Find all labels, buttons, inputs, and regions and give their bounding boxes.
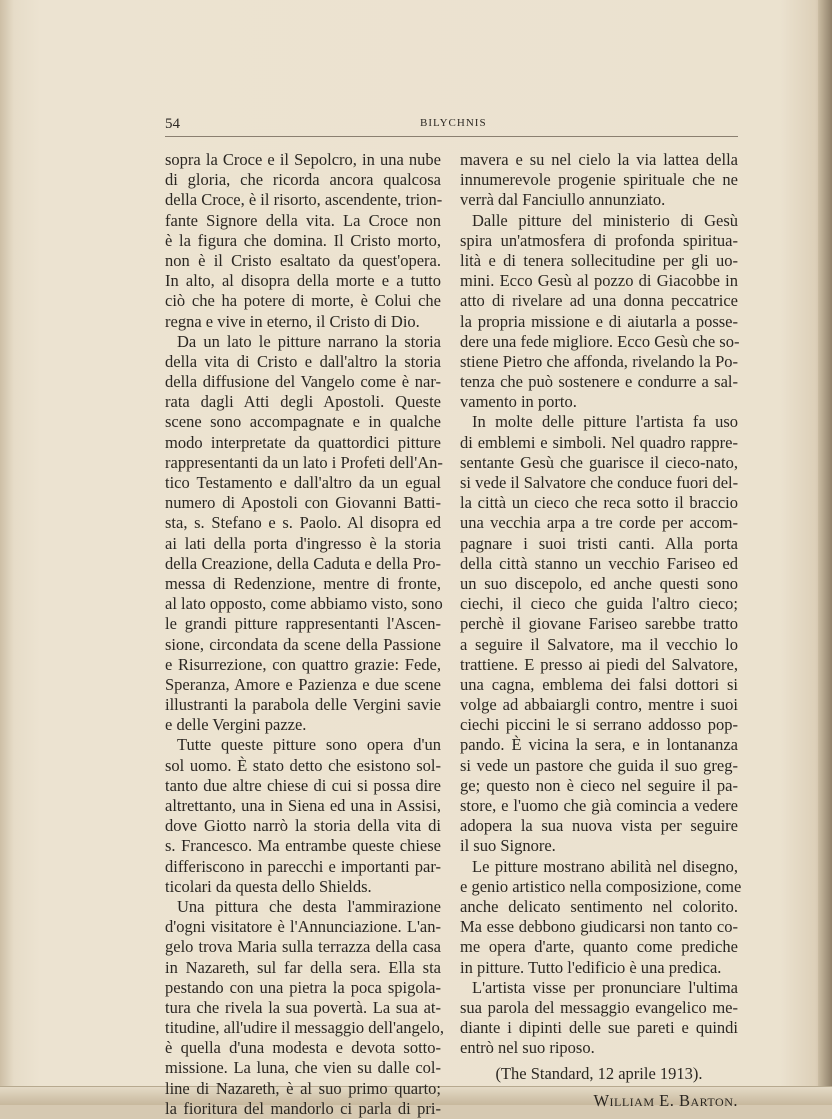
text-line: s. Francesco. Ma entrambe queste chiese bbox=[165, 836, 441, 856]
text-line: innumerevole progenie spirituale che ne bbox=[460, 170, 738, 190]
text-line: rappresentanti da un lato i Profeti dell'An- bbox=[165, 452, 443, 472]
text-line: sua parola del messaggio evangelico me- bbox=[460, 997, 738, 1017]
text-line: Speranza, Amore e Pazienza e due scene bbox=[165, 674, 441, 694]
text-line: ciechi piccini le si serrano addosso pop- bbox=[460, 715, 738, 735]
text-line: differiscono in parecchi e importanti par- bbox=[165, 856, 441, 876]
text-line: una vecchia arpa a tre corde per accom- bbox=[460, 513, 738, 533]
text-line: pando. È vicina la sera, e in lontananza bbox=[460, 735, 738, 755]
text-line: in Nazareth, sul far della sera. Ella sta bbox=[165, 957, 441, 977]
text-line: ciò che ha potere di morte, è Colui che bbox=[165, 291, 441, 311]
text-line: e Risurrezione, con quattro grazie: Fede, bbox=[165, 654, 441, 674]
text-line: Una pittura che desta l'ammirazione bbox=[177, 896, 441, 916]
text-line: dere una fede migliore. Ecco Gesù che so- bbox=[460, 331, 740, 351]
text-line: sopra la Croce e il Sepolcro, in una nube bbox=[165, 150, 441, 169]
text-line: in pitture. Tutto l'edificio è una predica. bbox=[460, 957, 722, 977]
text-line: tanto due altre chiese di cui si possa dire bbox=[165, 775, 441, 795]
text-line: In molte delle pitture l'artista fa uso bbox=[472, 412, 738, 432]
text-line: la fioritura del mandorlo ci parla di pri- bbox=[165, 1098, 441, 1118]
text-line: modo interpretate da quattordici pitture bbox=[165, 432, 441, 452]
text-line: Ma esse debbono giudicarsi non tanto co- bbox=[460, 917, 738, 937]
text-line: si vede il Salvatore che conduce fuori del- bbox=[460, 473, 739, 492]
text-line: della diffusione del Vangelo come è nar- bbox=[165, 372, 441, 392]
page-edge-shadow bbox=[818, 0, 832, 1105]
text-line: la propria missione e di aiutarla a posse- bbox=[460, 311, 738, 331]
text-line: della Croce, è il risorto, ascendente, trion- bbox=[165, 190, 443, 210]
text-line: a seguire il Salvatore, ma il vecchio lo bbox=[460, 634, 738, 654]
text-line: Le pitture mostrano abilità nel disegno, bbox=[472, 856, 738, 876]
text-line: di gloria, che ricorda ancora qualcosa bbox=[165, 170, 441, 190]
text-line: missione. La luna, che vien su dalle col- bbox=[165, 1058, 441, 1078]
text-line: e delle Vergini pazze. bbox=[165, 715, 307, 735]
text-line: adopera la sua nuova vista per seguire bbox=[460, 816, 738, 836]
text-line: stiene Pietro che affonda, rivelando la Po- bbox=[460, 351, 738, 371]
text-line: perchè il giovane Fariseo sarebbe tratto bbox=[460, 614, 738, 634]
text-line: d'ogni visitatore è l'Annunciazione. L'an- bbox=[165, 917, 441, 937]
text-line: è la figura che domina. Il Cristo morto, bbox=[165, 230, 441, 250]
text-line: sol uomo. È stato detto che esistono sol- bbox=[165, 755, 441, 775]
text-line: le grandi pitture rappresentanti l'Ascen- bbox=[165, 614, 441, 634]
text-line: una cagna, emblema dei falsi dottori si bbox=[460, 674, 738, 694]
text-line: line di Nazareth, è al suo primo quarto; bbox=[165, 1078, 441, 1098]
text-line: Da un lato le pitture narrano la storia bbox=[177, 331, 441, 351]
text-line: altrettanto, una in Siena ed una in Assisi, bbox=[165, 796, 441, 815]
text-line: pagnare i suoi tristi canti. Alla porta bbox=[460, 533, 738, 553]
text-line: Dalle pitture del ministerio di Gesù bbox=[472, 210, 738, 230]
header-rule bbox=[165, 136, 738, 137]
text-line: titudine, all'udire il messaggio dell'angelo, bbox=[165, 1018, 445, 1038]
text-line: regna e vive in eterno, il Cristo di Dio. bbox=[165, 311, 420, 331]
text-line: la città un cieco che reca sotto il braccio bbox=[460, 493, 738, 513]
left-text-column bbox=[165, 150, 445, 1119]
text-line: atto di rivelare ad una donna peccatrice bbox=[460, 291, 738, 311]
text-line: sentante Gesù che guarisce il cieco-nato, bbox=[460, 452, 738, 472]
text-line: volge ad abbaiargli contro, mentre i suoi bbox=[460, 695, 738, 715]
text-line: numero di Apostoli con Giovanni Batti- bbox=[165, 493, 441, 513]
text-line: me opera d'arte, quanto come prediche bbox=[460, 937, 738, 957]
page-header bbox=[165, 116, 738, 136]
text-line: lità e di tenera sollecitudine per gli uo- bbox=[460, 250, 738, 270]
text-line: rata dagli Atti degli Apostoli. Queste bbox=[165, 392, 441, 412]
text-line: ticolari da questa dello Shields. bbox=[165, 876, 372, 896]
text-line: L'artista visse per pronunciare l'ultima bbox=[472, 977, 738, 997]
text-line: gelo trova Maria sulla terrazza della casa bbox=[165, 937, 441, 957]
text-line: sta, s. Stefano e s. Paolo. Al disopra ed bbox=[165, 513, 441, 533]
text-line: anche delicato sentimento nel colorito. bbox=[460, 896, 738, 916]
text-line: mini. Ecco Gesù al pozzo di Giacobbe in bbox=[460, 271, 738, 291]
text-line: al lato opposto, come abbiamo visto, sono bbox=[165, 594, 443, 614]
text-line: mavera e su nel cielo la via lattea della bbox=[460, 150, 738, 169]
text-line: entrò nel suo riposo. bbox=[460, 1038, 595, 1058]
text-line: tura che rivela la sua povertà. La sua at- bbox=[165, 997, 441, 1017]
text-line: trattiene. E presso ai piedi del Salvatore, bbox=[460, 654, 738, 674]
text-line: non è il Cristo esaltato da quest'opera. bbox=[165, 250, 441, 270]
text-line: il suo Signore. bbox=[460, 836, 556, 856]
text-line: tenza che può sostenere e condurre a sal- bbox=[460, 372, 738, 392]
text-line: dove Giotto narrò la storia della vita di bbox=[165, 816, 441, 836]
author-signature: William E. Barton. bbox=[593, 1090, 738, 1110]
text-line: messa di Redenzione, mentre di fronte, bbox=[165, 573, 441, 593]
text-line: fante Signore della vita. La Croce non bbox=[165, 210, 441, 230]
text-line: spira un'atmosfera di profonda spiritua- bbox=[460, 230, 738, 250]
text-line: è quella d'una modesta e devota sotto- bbox=[165, 1038, 441, 1058]
text-line: Tutte queste pitture sono opera d'un bbox=[177, 735, 441, 755]
page-number: 54 bbox=[165, 116, 180, 132]
text-line: vamento in porto. bbox=[460, 392, 577, 412]
text-line: di emblemi e simboli. Nel quadro rappre- bbox=[460, 432, 738, 452]
text-line: della vita di Cristo e dall'altro la storia bbox=[165, 351, 441, 371]
text-line: In alto, al disopra della morte e a tutto bbox=[165, 271, 441, 291]
text-line: un suo discepolo, ed anche questi sono bbox=[460, 573, 738, 593]
text-line: tico Testamento e dall'altro da un egual bbox=[165, 473, 441, 492]
text-line: store, e l'uomo che già comincia a vedere bbox=[460, 796, 738, 815]
right-text-column bbox=[460, 150, 742, 1111]
text-line: sione, circondata da scene della Passione bbox=[165, 634, 441, 654]
text-line: verrà dal Fanciullo annunziato. bbox=[460, 190, 666, 210]
text-line: si vede un pastore che guida il suo greg- bbox=[460, 755, 738, 775]
citation: (The Standard, 12 aprile 1913). bbox=[495, 1064, 703, 1084]
text-line: della città stanno un vecchio Fariseo ed bbox=[460, 553, 738, 573]
text-line: ai lati della porta d'ingresso è la storia bbox=[165, 533, 441, 553]
text-line: della Creazione, della Caduta e della Pro- bbox=[165, 553, 441, 573]
text-line: scene sono accompagnate e in qualche bbox=[165, 412, 441, 432]
text-line: ge; questo non è cieco nel seguire il pa- bbox=[460, 775, 738, 795]
running-title: BILYCHNIS bbox=[420, 117, 487, 129]
text-line: e genio artistico nella composizione, come bbox=[460, 876, 742, 896]
text-line: ciechi, il cieco che guida l'altro cieco; bbox=[460, 594, 738, 614]
text-line: illustranti la parabola delle Vergini savie bbox=[165, 695, 441, 715]
text-line: pestando con una pietra la poca spigola- bbox=[165, 977, 441, 997]
text-line: diante i dipinti delle sue pareti e quindi bbox=[460, 1018, 738, 1038]
